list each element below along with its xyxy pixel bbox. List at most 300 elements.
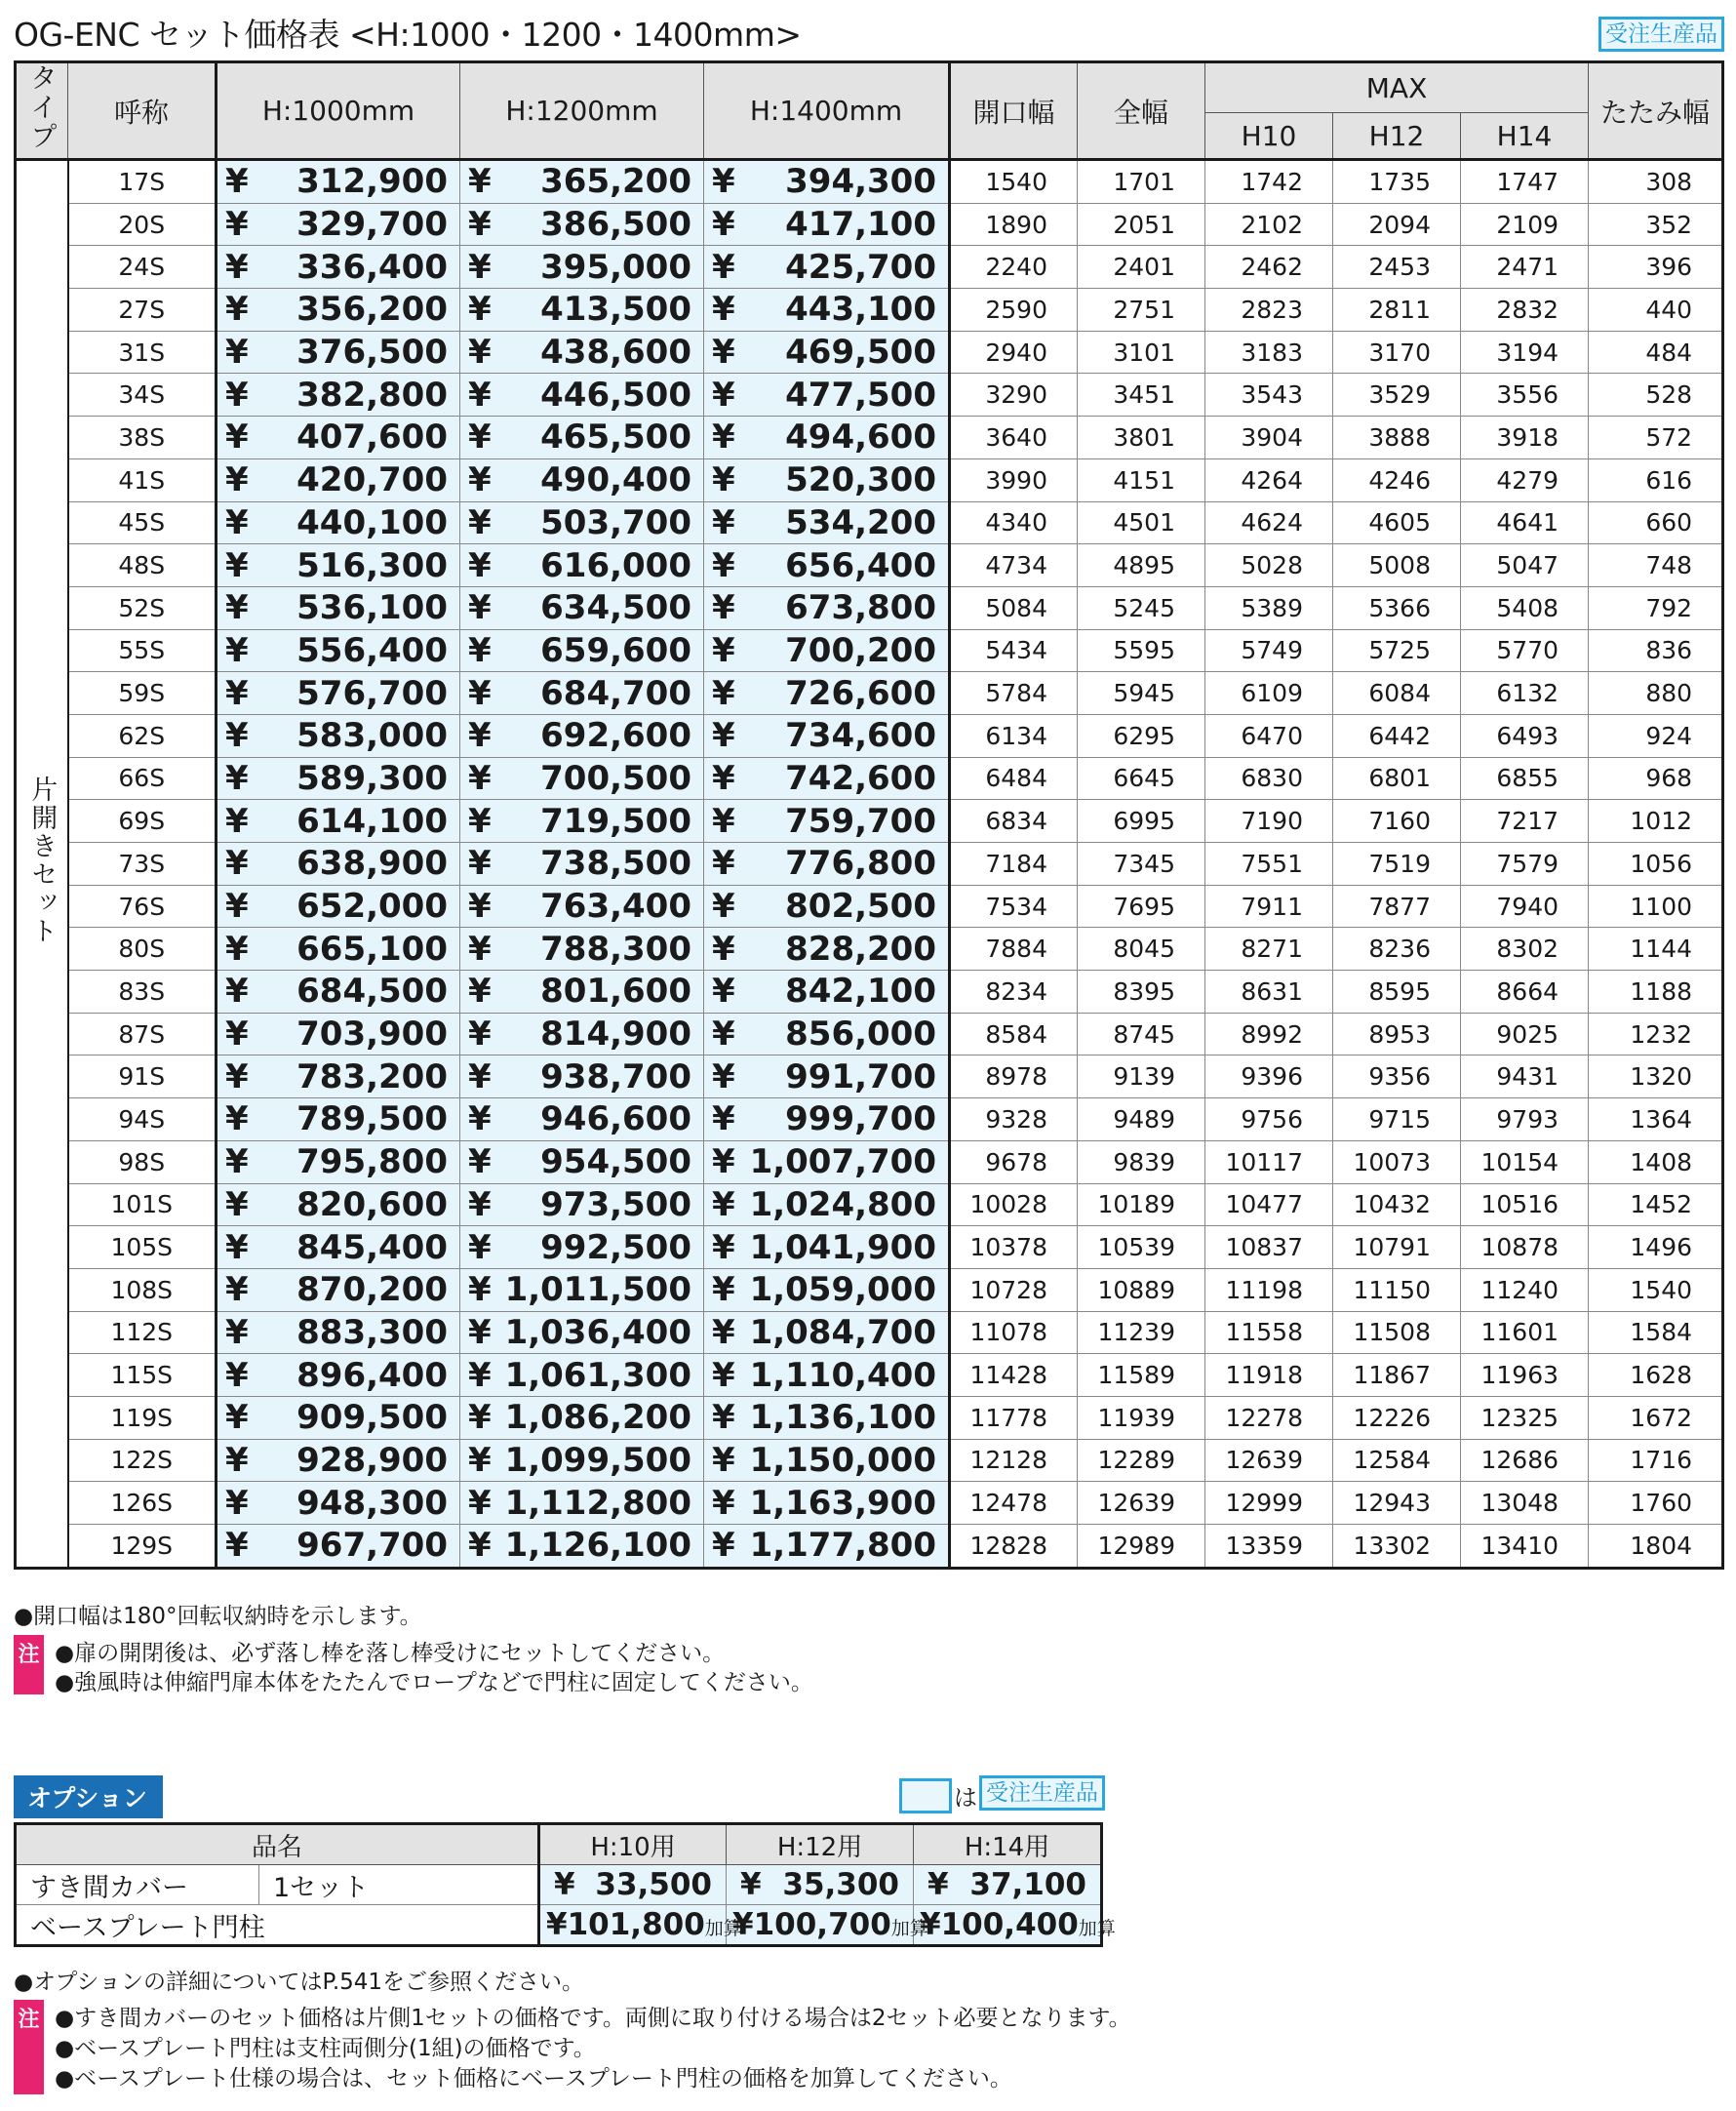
max-h12: 11508 <box>1333 1311 1461 1354</box>
price-h1200: ¥ 1,061,300 <box>460 1354 704 1397</box>
price-h1000: ¥ 407,600 <box>217 417 460 459</box>
max-h12: 3170 <box>1333 331 1461 374</box>
price-h1400: ¥ 494,600 <box>704 417 950 459</box>
model-name: 55S <box>68 629 217 672</box>
model-name: 52S <box>68 586 217 629</box>
max-h14: 6855 <box>1461 757 1589 800</box>
fold-width: 572 <box>1589 417 1723 459</box>
gap-cover-price-h14: ¥ 37,100 <box>914 1865 1102 1905</box>
price-h1000: ¥ 583,000 <box>217 714 460 757</box>
model-name: 129S <box>68 1525 217 1569</box>
max-h12: 9715 <box>1333 1098 1461 1141</box>
price-h1200: ¥ 365,200 <box>460 160 704 204</box>
fold-width: 1672 <box>1589 1396 1723 1439</box>
max-h12: 5008 <box>1333 544 1461 587</box>
table-row <box>16 672 1723 715</box>
price-h1200: ¥ 954,500 <box>460 1140 704 1183</box>
max-h14: 8302 <box>1461 928 1589 971</box>
note-base-plate: ●ベースプレート門柱は支柱両側分(1組)の価格です。 <box>55 2036 596 2061</box>
max-h12: 8953 <box>1333 1013 1461 1056</box>
model-name: 69S <box>68 800 217 843</box>
gap-cover-price-h10: ¥ 33,500 <box>539 1865 727 1905</box>
model-name: 122S <box>68 1439 217 1482</box>
fold-width: 748 <box>1589 544 1723 587</box>
table-row <box>16 1183 1723 1226</box>
model-name: 24S <box>68 246 217 289</box>
price-h1200: ¥ 684,700 <box>460 672 704 715</box>
total-width: 4501 <box>1078 501 1205 544</box>
max-h10: 2462 <box>1205 246 1333 289</box>
price-h1400: ¥ 742,600 <box>704 757 950 800</box>
legend-made-to-order-badge: 受注生産品 <box>979 1775 1105 1811</box>
price-h1400: ¥ 1,059,000 <box>704 1268 950 1311</box>
header-h1000: H:1000mm <box>217 62 460 160</box>
max-h10: 4624 <box>1205 501 1333 544</box>
max-h10: 10837 <box>1205 1226 1333 1269</box>
price-h1400: ¥ 1,150,000 <box>704 1439 950 1482</box>
max-h12: 4246 <box>1333 458 1461 501</box>
price-h1000: ¥ 536,100 <box>217 586 460 629</box>
price-h1200: ¥ 992,500 <box>460 1226 704 1269</box>
total-width: 9489 <box>1078 1098 1205 1141</box>
max-h12: 5725 <box>1333 629 1461 672</box>
total-width: 7345 <box>1078 843 1205 886</box>
fold-width: 792 <box>1589 586 1723 629</box>
max-h14: 8664 <box>1461 971 1589 1014</box>
max-h14: 5770 <box>1461 629 1589 672</box>
price-h1400: ¥ 802,500 <box>704 885 950 928</box>
max-h12: 12226 <box>1333 1396 1461 1439</box>
price-h1200: ¥ 634,500 <box>460 586 704 629</box>
header-max-h10: H10 <box>1205 113 1333 160</box>
table-row <box>16 714 1723 757</box>
price-h1000: ¥ 684,500 <box>217 971 460 1014</box>
total-width: 2751 <box>1078 289 1205 332</box>
price-h1400: ¥ 656,400 <box>704 544 950 587</box>
max-h12: 5366 <box>1333 586 1461 629</box>
opening-width: 1540 <box>950 160 1078 204</box>
max-h10: 6470 <box>1205 714 1333 757</box>
max-h12: 2811 <box>1333 289 1461 332</box>
total-width: 3801 <box>1078 417 1205 459</box>
price-h1200: ¥ 438,600 <box>460 331 704 374</box>
max-h12: 6801 <box>1333 757 1461 800</box>
max-h10: 10117 <box>1205 1140 1333 1183</box>
table-row <box>16 971 1723 1014</box>
opening-width: 2240 <box>950 246 1078 289</box>
table-row <box>16 160 1723 204</box>
price-h1400: ¥ 394,300 <box>704 160 950 204</box>
max-h14: 1747 <box>1461 160 1589 204</box>
max-h14: 3918 <box>1461 417 1589 459</box>
max-h12: 11150 <box>1333 1268 1461 1311</box>
max-h10: 1742 <box>1205 160 1333 204</box>
header-max: MAX <box>1205 62 1589 113</box>
max-h14: 13410 <box>1461 1525 1589 1569</box>
total-width: 5945 <box>1078 672 1205 715</box>
table-row <box>16 843 1723 886</box>
fold-width: 1628 <box>1589 1354 1723 1397</box>
max-h12: 8595 <box>1333 971 1461 1014</box>
price-h1200: ¥ 446,500 <box>460 374 704 417</box>
price-h1400: ¥ 856,000 <box>704 1013 950 1056</box>
price-h1200: ¥ 788,300 <box>460 928 704 971</box>
model-name: 115S <box>68 1354 217 1397</box>
fold-width: 1540 <box>1589 1268 1723 1311</box>
max-h14: 7217 <box>1461 800 1589 843</box>
table-row <box>16 629 1723 672</box>
legend-swatch <box>899 1778 952 1813</box>
price-h1200: ¥ 973,500 <box>460 1183 704 1226</box>
price-h1200: ¥ 465,500 <box>460 417 704 459</box>
options-row-base-plate <box>16 1905 1102 1946</box>
model-name: 105S <box>68 1226 217 1269</box>
opening-width: 4340 <box>950 501 1078 544</box>
total-width: 11939 <box>1078 1396 1205 1439</box>
price-h1200: ¥ 395,000 <box>460 246 704 289</box>
note-gap-cover: ●すき間カバーのセット価格は片側1セットの価格です。両側に取り付ける場合は2セット必要となります。 <box>55 2006 1131 2031</box>
note-opening-width: ●開口幅は180°回転収納時を示します。 <box>14 1604 422 1629</box>
price-h1400: ¥ 425,700 <box>704 246 950 289</box>
table-row <box>16 1268 1723 1311</box>
table-row <box>16 331 1723 374</box>
opening-width: 12478 <box>950 1482 1078 1525</box>
total-width: 11239 <box>1078 1311 1205 1354</box>
table-row <box>16 586 1723 629</box>
total-width: 6995 <box>1078 800 1205 843</box>
fold-width: 484 <box>1589 331 1723 374</box>
model-name: 48S <box>68 544 217 587</box>
total-width: 9839 <box>1078 1140 1205 1183</box>
price-h1400: ¥ 1,136,100 <box>704 1396 950 1439</box>
price-h1200: ¥ 719,500 <box>460 800 704 843</box>
total-width: 6645 <box>1078 757 1205 800</box>
max-h10: 12278 <box>1205 1396 1333 1439</box>
table-row <box>16 1140 1723 1183</box>
fold-width: 924 <box>1589 714 1723 757</box>
table-row <box>16 203 1723 246</box>
table-row <box>16 417 1723 459</box>
model-name: 76S <box>68 885 217 928</box>
max-h10: 12639 <box>1205 1439 1333 1482</box>
price-h1000: ¥ 820,600 <box>217 1183 460 1226</box>
total-width: 1701 <box>1078 160 1205 204</box>
model-name: 112S <box>68 1311 217 1354</box>
max-h14: 10878 <box>1461 1226 1589 1269</box>
price-h1400: ¥ 469,500 <box>704 331 950 374</box>
opening-width: 8978 <box>950 1056 1078 1098</box>
max-h14: 13048 <box>1461 1482 1589 1525</box>
opening-width: 4734 <box>950 544 1078 587</box>
total-width: 2401 <box>1078 246 1205 289</box>
fold-width: 440 <box>1589 289 1723 332</box>
max-h14: 5047 <box>1461 544 1589 587</box>
model-name: 87S <box>68 1013 217 1056</box>
max-h10: 8631 <box>1205 971 1333 1014</box>
price-h1000: ¥ 870,200 <box>217 1268 460 1311</box>
options-header-h10: H:10用 <box>539 1824 727 1865</box>
max-h10: 3183 <box>1205 331 1333 374</box>
total-width: 10889 <box>1078 1268 1205 1311</box>
max-h14: 12325 <box>1461 1396 1589 1439</box>
price-h1000: ¥ 967,700 <box>217 1525 460 1569</box>
max-h14: 10154 <box>1461 1140 1589 1183</box>
price-h1000: ¥ 356,200 <box>217 289 460 332</box>
price-h1000: ¥ 638,900 <box>217 843 460 886</box>
table-row <box>16 289 1723 332</box>
opening-width: 3990 <box>950 458 1078 501</box>
total-width: 3451 <box>1078 374 1205 417</box>
price-h1200: ¥ 1,036,400 <box>460 1311 704 1354</box>
opening-width: 12128 <box>950 1439 1078 1482</box>
price-h1000: ¥ 312,900 <box>217 160 460 204</box>
fold-width: 308 <box>1589 160 1723 204</box>
opening-width: 2590 <box>950 289 1078 332</box>
max-h14: 7579 <box>1461 843 1589 886</box>
opening-width: 1890 <box>950 203 1078 246</box>
table-row <box>16 1311 1723 1354</box>
max-h10: 6830 <box>1205 757 1333 800</box>
price-h1400: ¥ 759,700 <box>704 800 950 843</box>
total-width: 11589 <box>1078 1354 1205 1397</box>
max-h10: 8992 <box>1205 1013 1333 1056</box>
opening-width: 9328 <box>950 1098 1078 1141</box>
max-h10: 9396 <box>1205 1056 1333 1098</box>
max-h12: 10432 <box>1333 1183 1461 1226</box>
max-h12: 6084 <box>1333 672 1461 715</box>
opening-width: 5784 <box>950 672 1078 715</box>
max-h12: 9356 <box>1333 1056 1461 1098</box>
fold-width: 1100 <box>1589 885 1723 928</box>
max-h10: 9756 <box>1205 1098 1333 1141</box>
price-h1400: ¥ 443,100 <box>704 289 950 332</box>
price-h1000: ¥ 614,100 <box>217 800 460 843</box>
price-h1000: ¥ 576,700 <box>217 672 460 715</box>
price-h1000: ¥ 376,500 <box>217 331 460 374</box>
max-h10: 11558 <box>1205 1311 1333 1354</box>
max-h10: 2102 <box>1205 203 1333 246</box>
max-h12: 3888 <box>1333 417 1461 459</box>
price-h1000: ¥ 652,000 <box>217 885 460 928</box>
options-header-h14: H:14用 <box>914 1824 1102 1865</box>
price-h1000: ¥ 896,400 <box>217 1354 460 1397</box>
price-h1000: ¥ 948,300 <box>217 1482 460 1525</box>
model-name: 38S <box>68 417 217 459</box>
opening-width: 12828 <box>950 1525 1078 1569</box>
model-name: 34S <box>68 374 217 417</box>
price-h1200: ¥ 938,700 <box>460 1056 704 1098</box>
max-h12: 1735 <box>1333 160 1461 204</box>
max-h12: 13302 <box>1333 1525 1461 1569</box>
total-width: 5245 <box>1078 586 1205 629</box>
fold-width: 1408 <box>1589 1140 1723 1183</box>
max-h14: 3556 <box>1461 374 1589 417</box>
model-name: 31S <box>68 331 217 374</box>
table-row <box>16 885 1723 928</box>
price-h1200: ¥ 616,000 <box>460 544 704 587</box>
max-h10: 5389 <box>1205 586 1333 629</box>
max-h14: 6493 <box>1461 714 1589 757</box>
price-h1200: ¥ 1,086,200 <box>460 1396 704 1439</box>
max-h10: 2823 <box>1205 289 1333 332</box>
header-type: タイプ <box>16 62 68 160</box>
table-row <box>16 928 1723 971</box>
max-h10: 4264 <box>1205 458 1333 501</box>
price-h1400: ¥ 1,084,700 <box>704 1311 950 1354</box>
total-width: 12289 <box>1078 1439 1205 1482</box>
price-h1400: ¥ 828,200 <box>704 928 950 971</box>
opening-width: 10728 <box>950 1268 1078 1311</box>
total-width: 3101 <box>1078 331 1205 374</box>
options-header-item: 品名 <box>16 1824 539 1865</box>
opening-width: 7184 <box>950 843 1078 886</box>
max-h12: 7519 <box>1333 843 1461 886</box>
table-row <box>16 1482 1723 1525</box>
max-h10: 13359 <box>1205 1525 1333 1569</box>
max-h12: 11867 <box>1333 1354 1461 1397</box>
opening-width: 2940 <box>950 331 1078 374</box>
opening-width: 8234 <box>950 971 1078 1014</box>
header-h1200: H:1200mm <box>460 62 704 160</box>
max-h12: 10791 <box>1333 1226 1461 1269</box>
model-name: 73S <box>68 843 217 886</box>
opening-width: 6134 <box>950 714 1078 757</box>
price-h1400: ¥ 1,007,700 <box>704 1140 950 1183</box>
opening-width: 5084 <box>950 586 1078 629</box>
price-h1000: ¥ 516,300 <box>217 544 460 587</box>
price-h1400: ¥ 1,163,900 <box>704 1482 950 1525</box>
price-h1400: ¥ 477,500 <box>704 374 950 417</box>
price-h1000: ¥ 420,700 <box>217 458 460 501</box>
price-h1400: ¥ 999,700 <box>704 1098 950 1141</box>
model-name: 41S <box>68 458 217 501</box>
note-strong-wind: ●強風時は伸縮門扉本体をたたんでロープなどで門柱に固定してください。 <box>55 1670 813 1695</box>
max-h10: 5028 <box>1205 544 1333 587</box>
model-name: 59S <box>68 672 217 715</box>
price-h1400: ¥ 417,100 <box>704 203 950 246</box>
fold-width: 968 <box>1589 757 1723 800</box>
opening-width: 7534 <box>950 885 1078 928</box>
made-to-order-badge: 受注生産品 <box>1598 17 1724 52</box>
table-row <box>16 1013 1723 1056</box>
model-name: 98S <box>68 1140 217 1183</box>
total-width: 8395 <box>1078 971 1205 1014</box>
max-h10: 5749 <box>1205 629 1333 672</box>
model-name: 27S <box>68 289 217 332</box>
max-h12: 8236 <box>1333 928 1461 971</box>
price-h1400: ¥ 1,024,800 <box>704 1183 950 1226</box>
header-opening: 開口幅 <box>950 62 1078 160</box>
price-h1000: ¥ 382,800 <box>217 374 460 417</box>
model-name: 126S <box>68 1482 217 1525</box>
fold-width: 352 <box>1589 203 1723 246</box>
max-h14: 9793 <box>1461 1098 1589 1141</box>
opening-width: 11078 <box>950 1311 1078 1354</box>
opening-width: 8584 <box>950 1013 1078 1056</box>
total-width: 4895 <box>1078 544 1205 587</box>
max-h12: 4605 <box>1333 501 1461 544</box>
fold-width: 616 <box>1589 458 1723 501</box>
price-h1000: ¥ 845,400 <box>217 1226 460 1269</box>
total-width: 7695 <box>1078 885 1205 928</box>
base-plate-price-h10: ¥101,800 加算 <box>539 1905 727 1946</box>
table-row <box>16 374 1723 417</box>
opening-width: 10028 <box>950 1183 1078 1226</box>
note-drop-rod: ●扉の開閉後は、必ず落し棒を落し棒受けにセットしてください。 <box>55 1641 726 1666</box>
max-h12: 7160 <box>1333 800 1461 843</box>
gap-cover-price-h12: ¥ 35,300 <box>727 1865 914 1905</box>
max-h14: 7940 <box>1461 885 1589 928</box>
fold-width: 1320 <box>1589 1056 1723 1098</box>
price-h1000: ¥ 883,300 <box>217 1311 460 1354</box>
model-name: 108S <box>68 1268 217 1311</box>
fold-width: 1760 <box>1589 1482 1723 1525</box>
options-section-label: オプション <box>14 1775 163 1818</box>
max-h12: 3529 <box>1333 374 1461 417</box>
opening-width: 11778 <box>950 1396 1078 1439</box>
model-name: 101S <box>68 1183 217 1226</box>
max-h10: 11918 <box>1205 1354 1333 1397</box>
table-row <box>16 1226 1723 1269</box>
price-h1200: ¥ 692,600 <box>460 714 704 757</box>
price-h1200: ¥ 700,500 <box>460 757 704 800</box>
max-h10: 3543 <box>1205 374 1333 417</box>
opening-width: 3640 <box>950 417 1078 459</box>
max-h10: 3904 <box>1205 417 1333 459</box>
header-fold: たたみ幅 <box>1589 62 1723 160</box>
total-width: 10539 <box>1078 1226 1205 1269</box>
table-row <box>16 246 1723 289</box>
table-row <box>16 501 1723 544</box>
note-options-detail: ●オプションの詳細についてはP.541をご参照ください。 <box>14 1970 585 1995</box>
table-row <box>16 800 1723 843</box>
max-h10: 10477 <box>1205 1183 1333 1226</box>
table-row <box>16 544 1723 587</box>
max-h12: 2094 <box>1333 203 1461 246</box>
price-h1400: ¥ 1,041,900 <box>704 1226 950 1269</box>
price-h1200: ¥ 801,600 <box>460 971 704 1014</box>
legend-text: は <box>954 1784 977 1812</box>
fold-width: 1452 <box>1589 1183 1723 1226</box>
model-name: 17S <box>68 160 217 204</box>
options-row-gap-cover <box>16 1865 1102 1905</box>
base-plate-price-h12: ¥100,700 加算 <box>727 1905 914 1946</box>
price-h1200: ¥ 1,099,500 <box>460 1439 704 1482</box>
max-h14: 2471 <box>1461 246 1589 289</box>
max-h14: 3194 <box>1461 331 1589 374</box>
max-h12: 2453 <box>1333 246 1461 289</box>
opening-width: 6484 <box>950 757 1078 800</box>
page-title: OG-ENC セット価格表 <H:1000・1200・1400mm> <box>14 16 802 54</box>
price-h1400: ¥ 700,200 <box>704 629 950 672</box>
price-h1400: ¥ 842,100 <box>704 971 950 1014</box>
fold-width: 660 <box>1589 501 1723 544</box>
max-h14: 4279 <box>1461 458 1589 501</box>
max-h12: 6442 <box>1333 714 1461 757</box>
price-h1000: ¥ 783,200 <box>217 1056 460 1098</box>
table-row <box>16 1396 1723 1439</box>
fold-width: 396 <box>1589 246 1723 289</box>
total-width: 12989 <box>1078 1525 1205 1569</box>
model-name: 91S <box>68 1056 217 1098</box>
options-header-h12: H:12用 <box>727 1824 914 1865</box>
opening-width: 5434 <box>950 629 1078 672</box>
model-name: 94S <box>68 1098 217 1141</box>
price-h1400: ¥ 726,600 <box>704 672 950 715</box>
header-max-h14: H14 <box>1461 113 1589 160</box>
price-h1400: ¥ 673,800 <box>704 586 950 629</box>
model-name: 119S <box>68 1396 217 1439</box>
